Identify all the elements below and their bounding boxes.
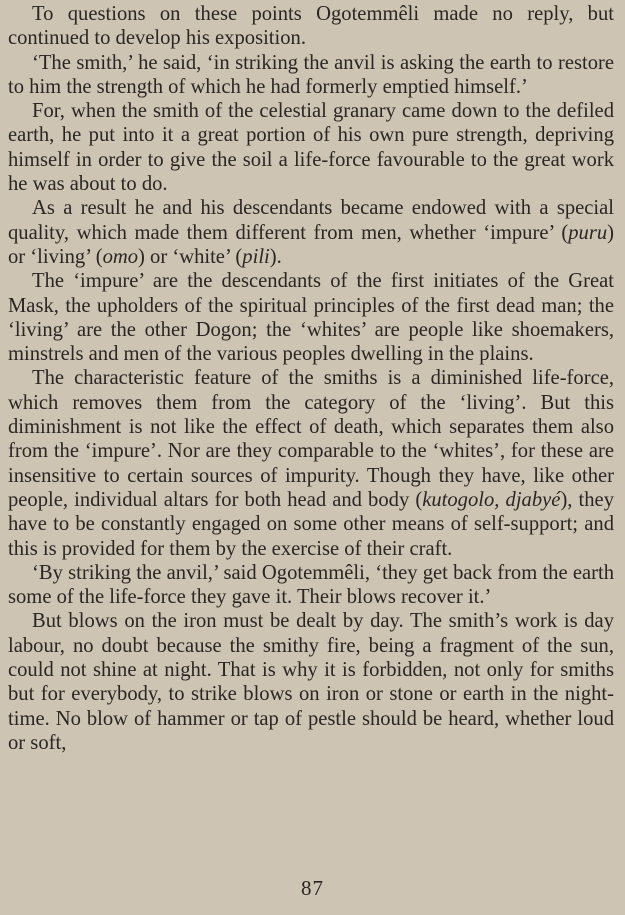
text-run: ‘The smith,’ he said, ‘in striking the anvil is asking the earth to restore to him the strength of which he had formerly emptied himself.’ (8, 51, 614, 98)
italic-term: kutogolo, djabyé (422, 488, 561, 511)
paragraph (8, 269, 614, 366)
page-number: 87 (301, 876, 324, 900)
body-text (8, 2, 614, 755)
text-run: ), they have to be constantly engaged on some other means of self-support; and this is provided for them by the exercise of their craft. (8, 488, 614, 560)
text-run: ‘By striking the anvil,’ said Ogotemmêli, ‘they get back from the earth some of the life-force they gave it. Their blows recover it.’ (8, 561, 614, 609)
paragraph (8, 2, 614, 51)
text-run: The ‘impure’ are the descendants of the first initiates of the Great Mask, the upholders of the spiritual principles of the first dead man; the ‘living’ are the other Dogon; the ‘whites’ are people like shoemakers, minstrels and men of the various peoples dwelling in the plains. (8, 270, 614, 366)
text-run: ) or ‘living’ ( (8, 221, 614, 268)
text-run: ). (269, 245, 282, 268)
paragraph (8, 196, 614, 269)
paragraph (8, 561, 614, 610)
text-run: ) or ‘white’ ( (138, 245, 243, 268)
text-run: For, when the smith of the celestial granary came down to the defiled earth, he put into it a great portion of his own pure strength, depriving himself in order to give the soil a life-force favourable to the great work he was about to do. (8, 100, 614, 196)
paragraph (8, 366, 614, 560)
italic-term: pili (242, 245, 270, 268)
text-run: The characteristic feature of the smiths is a diminished life-force, which removes them from the category of the ‘living’. But this diminishment is not like the effect of death, which separates them also from the ‘impure’. Nor are they comparable to the ‘whites’, for these are insensitive to certain sources of impurity. Though they have, like other people, individual altars for both head and body ( (8, 367, 614, 511)
italic-term: puru (568, 221, 608, 244)
text-run: As a result he and his descendants became endowed with a special quality, which made them different from men, whether ‘impure’ ( (8, 197, 614, 244)
paragraph (8, 609, 614, 755)
text-run: But blows on the iron must be dealt by day. The smith’s work is day labour, no doubt because the smithy fire, being a fragment of the sun, could not shine at night. That is why it is forbidden, not only for smiths but for everybody, to strike blows on iron or stone or earth in the night-time. No blow of hammer or tap of pestle should be heard, whether loud or soft, (8, 610, 614, 754)
paragraph (8, 51, 614, 100)
italic-term: omo (102, 245, 139, 268)
text-run: To questions on these points Ogotemmêli made no reply, but continued to develop his exposition. (8, 3, 614, 50)
paragraph (8, 99, 614, 196)
